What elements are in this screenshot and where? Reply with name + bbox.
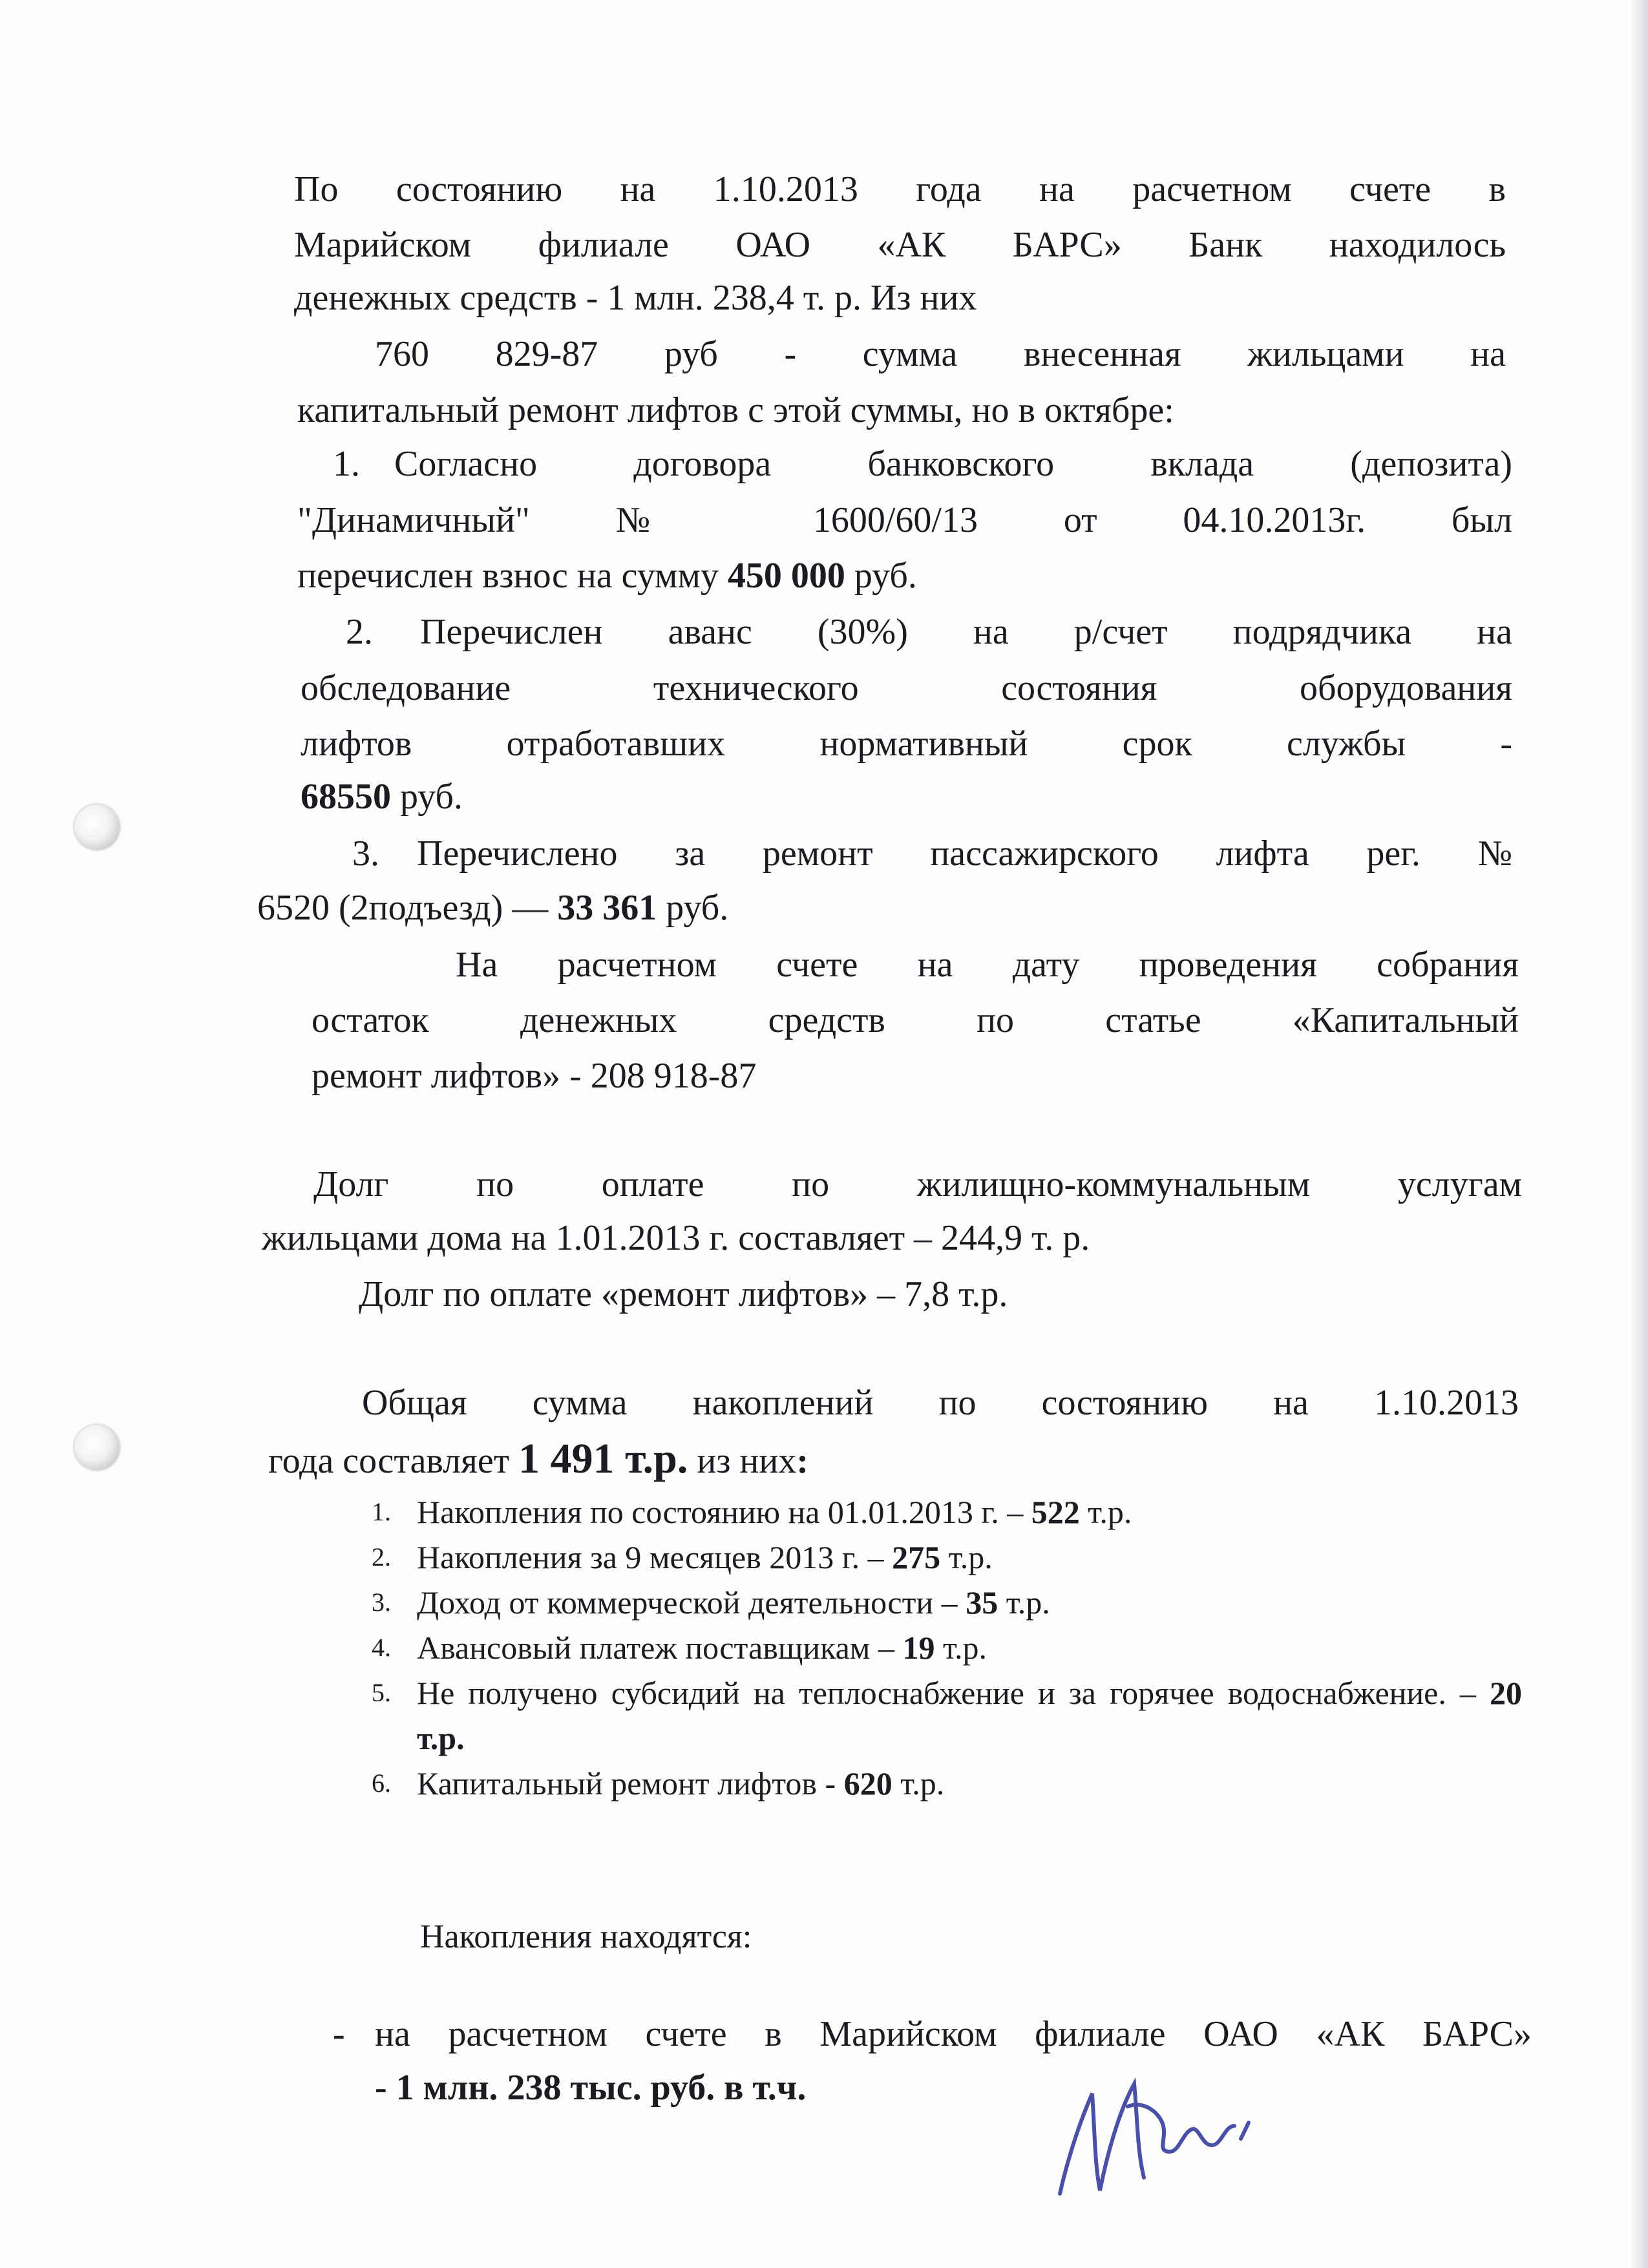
breakdown-item-amount: 19 — [902, 1630, 935, 1666]
item1-line2: "Динамичный" № 1600/60/13 от 04.10.2013г. был — [297, 500, 1512, 540]
location-line1: на расчетном счете в Марийском филиале ОАО «АК БАРС» — [375, 2014, 1532, 2054]
breakdown-item-text: Накопления по состоянию на 01.01.2013 г. – — [417, 1494, 1031, 1530]
para2-line1: 760 829-87 руб - сумма внесенная жильцами на — [375, 334, 1506, 374]
para2-line2: капитальный ремонт лифтов с этой суммы, но в октябре: — [297, 390, 1174, 430]
punch-hole-upper — [74, 804, 120, 850]
breakdown-item — [372, 1625, 1522, 1670]
location-dash: - — [333, 2014, 345, 2054]
breakdown-item — [372, 1580, 1522, 1625]
item3-amount: 33 361 — [557, 888, 657, 928]
item2-line2: обследование технического состояния оборудования — [301, 668, 1512, 708]
breakdown-item-text: Накопления за 9 месяцев 2013 г. – — [417, 1539, 893, 1575]
breakdown-item-amount: 20 т.р. — [417, 1675, 1522, 1756]
handwritten-signature — [1047, 2055, 1254, 2203]
total-line2 — [268, 1431, 1238, 1489]
breakdown-item-text: Не получено субсидий на теплоснабжение и за горячее водоснабжение. – — [417, 1675, 1490, 1711]
breakdown-item — [372, 1670, 1522, 1761]
item2-line3: лифтов отработавших нормативный срок службы - — [301, 724, 1512, 764]
breakdown-item-unit: т.р. — [935, 1630, 988, 1666]
para3-line3: ремонт лифтов» - 208 918-87 — [312, 1056, 757, 1096]
item1-line3 — [297, 548, 1512, 604]
punch-hole-lower — [74, 1425, 120, 1470]
breakdown-item-number: 5. — [372, 1678, 391, 1707]
item1-amount: 450 000 — [727, 556, 845, 596]
breakdown-item-number: 4. — [372, 1633, 391, 1662]
breakdown-item-unit: т.р. — [998, 1584, 1050, 1621]
page-edge-shadow — [1629, 0, 1648, 2268]
total-line1: Общая сумма накоплений по состоянию на 1.10.2013 — [362, 1383, 1519, 1423]
item3-number: 3. — [352, 834, 379, 874]
item3-line2 — [257, 880, 1227, 936]
item2-currency: руб. — [391, 777, 463, 817]
para1-line3: денежных средств - 1 млн. 238,4 т. р. Из них — [294, 278, 977, 318]
item1-number: 1. — [333, 444, 360, 484]
item1-line1: Согласно договора банковского вклада (депозита) — [394, 444, 1512, 484]
para1-line1: По состоянию на 1.10.2013 года на расчетном счете в — [294, 169, 1506, 209]
breakdown-item-text: Капитальный ремонт лифтов - — [417, 1765, 844, 1801]
breakdown-item — [372, 1761, 1522, 1806]
item2-line1: Перечислен аванс (30%) на р/счет подрядчика на — [420, 612, 1512, 652]
item3-currency: руб. — [657, 888, 729, 928]
item1-line3-text: перечислен взнос на сумму — [297, 556, 728, 596]
item2-amount: 68550 — [301, 777, 391, 817]
breakdown-item-unit: т.р. — [940, 1539, 993, 1575]
total-line2-suffix: из них — [688, 1441, 797, 1481]
breakdown-item — [372, 1489, 1522, 1535]
item3-line1: Перечислено за ремонт пассажирского лифта рег. № — [417, 834, 1512, 874]
breakdown-item-unit: т.р. — [1079, 1494, 1132, 1530]
para3-line2: остаток денежных средств по статье «Капитальный — [312, 1000, 1519, 1040]
location-line2 — [375, 2060, 1150, 2116]
total-colon: : — [796, 1441, 809, 1481]
breakdown-item-amount: 620 — [843, 1765, 893, 1801]
para3-line1: На расчетном счете на дату проведения собрания — [456, 945, 1519, 985]
breakdown-item-amount: 35 — [966, 1584, 998, 1621]
total-line2-text: года составляет — [268, 1441, 519, 1481]
breakdown-list — [372, 1489, 1522, 1806]
debt-line1: Долг по оплате по жилищно-коммунальным услугам — [313, 1164, 1522, 1204]
breakdown-item-amount: 522 — [1031, 1494, 1080, 1530]
debt-line3: Долг по оплате «ремонт лифтов» – 7,8 т.р. — [359, 1274, 1008, 1314]
debt-line2: жильцами дома на 1.01.2013 г. составляет – 244,9 т. р. — [262, 1218, 1090, 1258]
breakdown-item-number: 2. — [372, 1542, 391, 1571]
item3-line2-text: 6520 (2подъезд) — — [257, 888, 558, 928]
location-heading: Накопления находятся: — [420, 1918, 752, 1955]
breakdown-item-text: Авансовый платеж поставщикам – — [417, 1630, 903, 1666]
item2-line4 — [301, 769, 688, 824]
item2-number: 2. — [346, 612, 373, 652]
location-amount: - 1 млн. 238 тыс. руб. в т.ч. — [375, 2068, 807, 2108]
breakdown-item-number: 6. — [372, 1769, 391, 1798]
breakdown-item — [372, 1535, 1522, 1580]
breakdown-item-number: 1. — [372, 1497, 391, 1526]
breakdown-item-unit: т.р. — [892, 1765, 945, 1801]
item1-currency: руб. — [845, 556, 917, 596]
breakdown-item-amount: 275 — [892, 1539, 941, 1575]
para1-line2: Марийском филиале ОАО «АК БАРС» Банк находилось — [294, 225, 1506, 265]
breakdown-item-number: 3. — [372, 1588, 391, 1617]
total-amount: 1 491 т.р. — [518, 1435, 688, 1482]
breakdown-item-text: Доход от коммерческой деятельности – — [417, 1584, 966, 1621]
